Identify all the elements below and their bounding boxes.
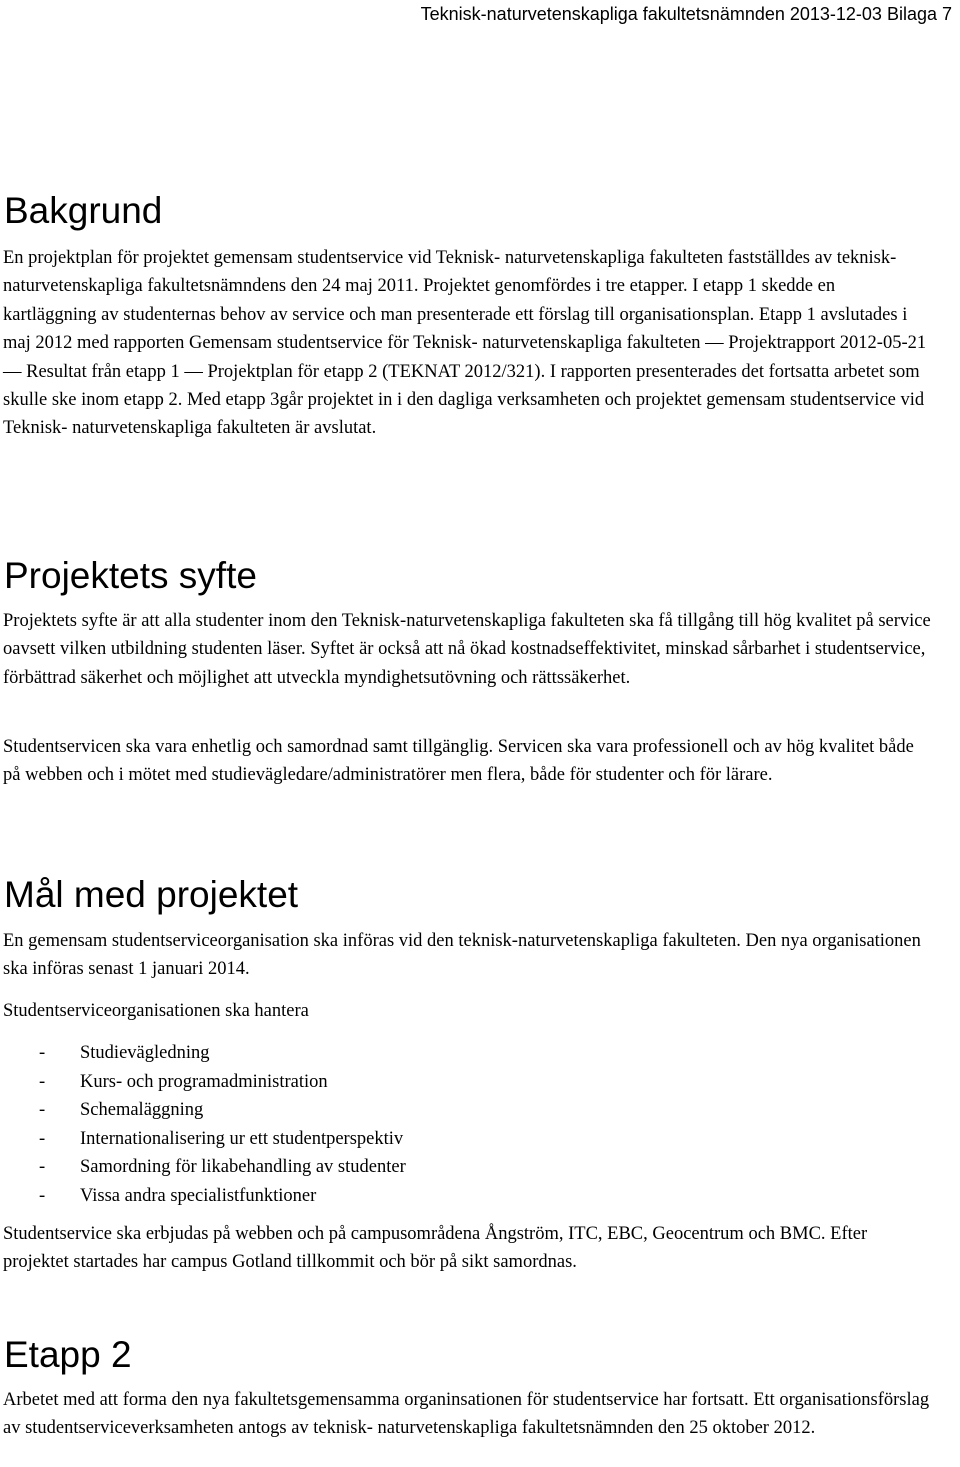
list-item [3,1096,406,1125]
heading-bakgrund: Bakgrund [4,190,163,231]
list-item [3,1153,406,1182]
list-item-text: Studievägledning [80,1043,210,1063]
paragraph-mal-1: En gemensam studentserviceorganisation ska införas vid den teknisk-naturvetenskapliga fakulteten. Den nya organisationen ska införas senast 1 januari 2014. [3,931,921,980]
list-dash: - [39,1185,46,1206]
list-dash: - [39,1128,46,1149]
list-item [3,1125,406,1154]
list-item [3,1068,406,1097]
list-dash: - [39,1043,46,1063]
paragraph-bakgrund: En projektplan för projektet gemensam studentservice vid Teknisk- naturvetenskapliga fakulteten fastställdes av teknisk- naturvetenskapliga fakultetsnämndens den 24 maj 2011. Projektet genomfördes i tre etapper. I etapp 1 skedde en kartläggning av studenternas behov av service och man presenterade ett förslag till organisationsplan. Etapp 1 avslutades i maj 2012 med rapporten Gemensam studentservice för Teknisk- naturvetenskapliga fakulteten — Projektrapport 2012-05-21 — Resultat från etapp 1 — Projektplan för etapp 2 (TEKNAT 2012/321). I rapporten presenterades det fortsatta arbetet som skulle ske inom etapp 2. Med etapp 3går projektet in i den dagliga verksamheten och projektet gemensam studentservice vid Teknisk- naturvetenskapliga fakulteten är avslutat. [3,248,927,439]
paragraph-syfte-2: Studentservicen ska vara enhetlig och samordnad samt tillgänglig. Servicen ska vara professionell och av hög kvalitet både på webben och i mötet med studievägledare/administratörer men flera, både för studenter och för lärare. [3,737,914,786]
heading-mal-med-projektet: Mål med projektet [4,874,299,915]
list-item-text: Samordning för likabehandling av studenter [80,1157,406,1177]
list-item-text: Kurs- och programadministration [80,1071,328,1092]
paragraph-mal-3: Studentservice ska erbjudas på webben och på campusområdena Ångström, ITC, EBC, Geocentrum och BMC. Efter projektet startades har campus Gotland tillkommit och bör på sikt samordnas. [3,1224,868,1273]
paragraph-mal-2: Studentserviceorganisationen ska hantera [3,1001,309,1021]
paragraph-syfte-1: Projektets syfte är att alla studenter inom den Teknisk-naturvetenskapliga fakulteten ska få tillgång till hög kvalitet på service oavsett vilken utbildning studenten läser. Syftet är också att nå ökad kostnadseffektivitet, minskad sårbarhet i studentservice, förbättrad säkerhet och möjlighet att utveckla myndighetsutövning och rättssäkerhet. [3,611,931,688]
list-item [3,1182,406,1211]
list-dash: - [39,1100,46,1120]
list-item-text: Vissa andra specialistfunktioner [80,1185,317,1206]
page-header: Teknisk-naturvetenskapliga fakultetsnämnden 2013-12-03 Bilaga 7 [420,4,952,24]
heading-projektets-syfte: Projektets syfte [4,555,257,596]
list-dash: - [39,1071,46,1092]
list-item [3,1039,406,1068]
heading-etapp-2: Etapp 2 [4,1334,132,1375]
list-item-text: Internationalisering ur ett studentperspektiv [80,1128,404,1149]
list-item-text: Schemaläggning [80,1100,204,1120]
service-list [3,1039,406,1210]
list-dash: - [39,1157,46,1177]
paragraph-etapp-2: Arbetet med att forma den nya fakultetsgemensamma organinsationen för studentservice har fortsatt. Ett organisationsförslag av studentserviceverksamheten antogs av teknisk- naturvetenskapliga fakultetsnämnden den 25 oktober 2012. [3,1390,930,1439]
